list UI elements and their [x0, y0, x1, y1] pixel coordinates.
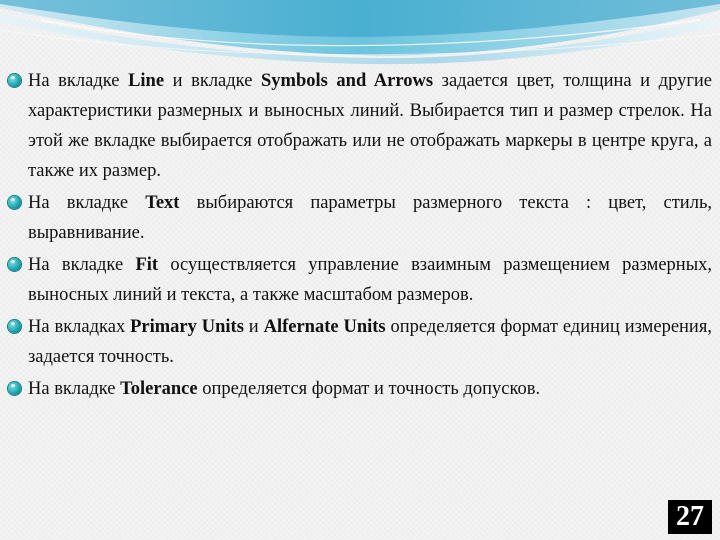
bullet-dot-icon [8, 196, 21, 209]
bullet-text: На вкладке [28, 255, 136, 275]
bullet-item-text [6, 188, 712, 248]
bullet-keyword: Line [128, 71, 165, 91]
bullet-text: На вкладках [28, 317, 131, 337]
bullet-keyword: Symbols and Arrows [261, 71, 434, 91]
bullet-text: определяется формат единиц измерения, задается точность. [28, 317, 712, 367]
bullet-keyword: Fit [135, 255, 159, 275]
bullet-text: выбираются параметры размерного текста : цвет, стиль, выравнивание. [28, 193, 713, 243]
bullet-text: и [243, 317, 264, 337]
bullet-text: определяется формат и точность допусков. [197, 379, 541, 399]
bullet-dot-icon [8, 320, 21, 333]
bullet-dot-icon [8, 74, 21, 87]
bullet-text: осуществляется управление взаимным размещением размерных, выносных линий и текста, а также масштабом размеров. [28, 255, 712, 305]
bullet-text: На вкладке [28, 379, 121, 399]
header-wave-decoration [0, 0, 720, 70]
bullet-keyword: Tolerance [120, 379, 198, 399]
bullet-list [6, 66, 712, 406]
bullet-dot-icon [8, 258, 21, 271]
bullet-item-fit [6, 250, 712, 310]
bullet-item-units [6, 312, 712, 372]
page-number-badge: 27 [668, 500, 712, 534]
bullet-text: и вкладке [164, 71, 262, 91]
bullet-keyword: Text [145, 193, 180, 213]
bullet-dot-icon [8, 382, 21, 395]
bullet-keyword: Alfernate Units [263, 317, 386, 337]
bullet-text: На вкладке [28, 193, 146, 213]
bullet-text: На вкладке [28, 71, 129, 91]
bullet-text: задается цвет, толщина и другие характеристики размерных и выносных линий. Выбирается тип и размер стрелок. На этой же вкладке выбирается отображать или не отображать маркеры в центре круга, а также их размер. [28, 71, 713, 181]
bullet-item-tolerance [6, 374, 712, 404]
bullet-item-line [6, 66, 712, 186]
bullet-keyword: Primary Units [130, 317, 244, 337]
